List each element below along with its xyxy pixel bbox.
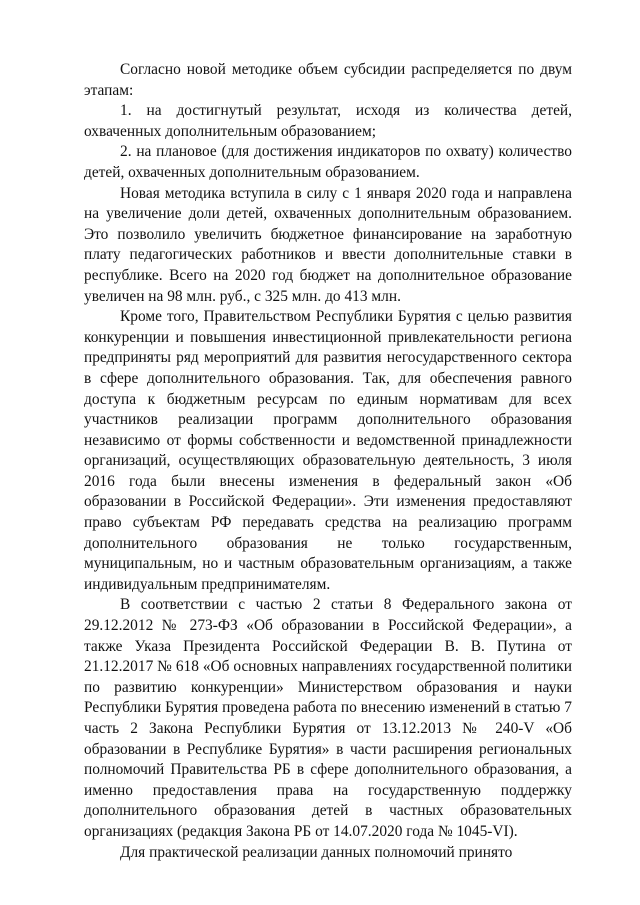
paragraph-government-measures: Кроме того, Правительством Республики Бурятия с целью развития конкуренции и повышения инвестиционной привлекательности региона предприняты ряд мероприятий для развития негосударственного сектора в сфере дополнительного образования. Так, для обеспечения равного доступа к бюджетным ресурсам по единым нормативам для всех участников реализации программ дополнительного образования независимо от формы собственности и ведомственной принадлежности организаций, осуществляющих образовательную деятельность, 3 июля 2016 года были внесены изменения в федеральный закон «Об образовании в Российской Федерации». Эти изменения предоставляют право субъектам РФ передавать средства на реализацию программ дополнительного образования не только государственным, муниципальным, но и частным образовательным организациям, а также индивидуальным предпринимателям. xyxy=(84,308,572,593)
paragraph-new-method: Новая методика вступила в силу с 1 января 2020 года и направлена на увеличение доли детей, охваченных дополнительным образованием. Это позволило увеличить бюджетное финансирование на заработную плату педагогических работников и ввести дополнительные ставки в республике. Всего на 2020 год бюджет на дополнительное образование увеличен на 98 млн. руб., с 325 млн. до 413 млн. xyxy=(84,184,572,305)
paragraph-intro: Согласно новой методике объем субсидии распределяется по двум этапам: xyxy=(84,61,572,99)
list-item-1: 1. на достигнутый результат, исходя из количества детей, охваченных дополнительным образованием; xyxy=(84,102,572,140)
paragraph-legislation: В соответствии с частью 2 статьи 8 Федерального закона от 29.12.2012 № 273-ФЗ «Об образовании в Российской Федерации», а также Указа Президента Российской Федерации В. В. Путина от 21.12.2017 № 618 «Об основных направлениях государственной политики по развитию конкуренции» Министерством образования и науки Республики Бурятия проведена работа по внесению изменений в статью 7 часть 2 Закона Республики Бурятия от 13.12.2013 № 240-V «Об образовании в Республике Бурятия» в части расширения региональных полномочий Правительства РБ в сфере дополнительного образования, а именно предоставления права на государственную поддержку дополнительного образования детей в частных образовательных организациях (редакция Закона РБ от 14.07.2020 года № 1045-VI). xyxy=(84,596,572,840)
list-item-2: 2. на плановое (для достижения индикаторов по охвату) количество детей, охваченных дополнительным образованием. xyxy=(84,143,572,181)
paragraph-implementation: Для практической реализации данных полномочий принято xyxy=(120,843,513,861)
